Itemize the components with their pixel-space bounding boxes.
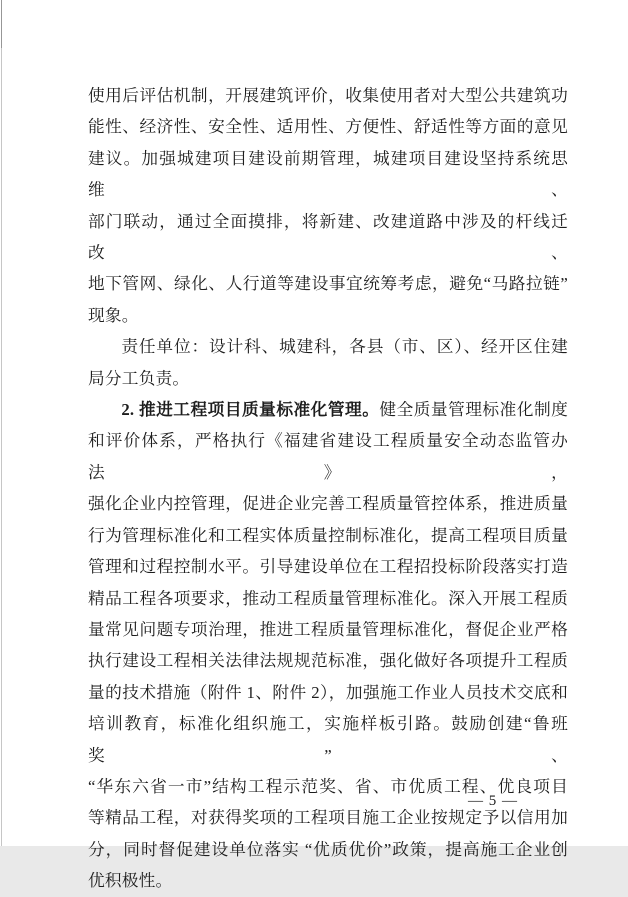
line-text: 强化企业内控管理，促进企业完善工程质量管控体系，推进质量 [88, 494, 568, 514]
scan-edge-artifact-dark [1, 0, 2, 48]
line-text: 责任单位：设计科、城建科，各县（市、区）、经开区住建 [121, 337, 568, 357]
text-line [88, 834, 568, 865]
line-bold-text: 2. 推进工程项目质量标准化管理。 [121, 400, 380, 420]
line-text: 使用后评估机制，开展建筑评价，收集使用者对大型公共建筑功 [88, 86, 568, 105]
text-line [88, 425, 568, 488]
text-line [88, 80, 568, 111]
line-text: 健全质量管理标准化制度 [379, 400, 569, 420]
text-line [88, 206, 568, 269]
line-text: 精品工程各项要求，推动工程质量管理标准化。深入开展工程质 [88, 588, 568, 608]
line-text: 量的技术措施（附件 1、附件 2），加强施工作业人员技术交底和 [88, 682, 568, 702]
line-text: 量常见问题专项治理，推进工程质量管理标准化，督促企业严格 [88, 619, 568, 639]
line-text: 等精品工程，对获得奖项的工程项目施工企业按规定予以信用加 [88, 808, 568, 828]
text-line [88, 520, 568, 551]
text-line [88, 708, 568, 771]
text-line [88, 300, 568, 331]
text-line [88, 143, 568, 206]
text-line [88, 331, 568, 362]
line-text: 和评价体系，严格执行《福建省建设工程质量安全动态监管办法》， [88, 431, 568, 482]
line-text: 能性、经济性、安全性、适用性、方便性、舒适性等方面的意见 [88, 117, 568, 137]
page-number: — 5 — [468, 793, 518, 809]
line-text: 局分工负责。 [88, 368, 190, 388]
line-text: 优积极性。 [88, 871, 173, 891]
document-body [88, 80, 568, 897]
text-line [88, 488, 568, 519]
line-text: 行为管理标准化和工程实体质量控制标准化，提高工程项目质量 [88, 525, 568, 545]
line-text: 部门联动，通过全面摸排，将新建、改建道路中涉及的杆线迁改、 [88, 211, 568, 263]
scan-edge-artifact [1, 0, 2, 846]
text-line [88, 614, 568, 645]
line-text: “华东六省一市”结构工程示范奖、省、市优质工程、优良项目 [88, 776, 568, 796]
text-line [88, 551, 568, 582]
line-text: 执行建设工程相关法律法规规范标准，强化做好各项提升工程质 [88, 651, 568, 671]
text-line [88, 394, 568, 425]
text-line [88, 583, 568, 614]
text-line [88, 111, 568, 142]
line-text: 培训教育，标准化组织施工，实施样板引路。鼓励创建“鲁班奖”、 [88, 714, 568, 765]
line-text: 建议。加强城建项目建设前期管理，城建项目建设坚持系统思维、 [88, 148, 568, 200]
line-text: 分，同时督促建设单位落实 “优质优价”政策，提高施工企业创 [88, 839, 568, 859]
line-text: 现象。 [88, 305, 139, 325]
line-text: 地下管网、绿化、人行道等建设事宜统筹考虑，避免“马路拉链” [88, 274, 568, 294]
line-text: 管理和过程控制水平。引导建设单位在工程招投标阶段落实打造 [88, 557, 568, 577]
text-line [88, 363, 568, 394]
text-line [88, 645, 568, 676]
text-line [88, 865, 568, 896]
text-line [88, 268, 568, 299]
text-line [88, 677, 568, 708]
